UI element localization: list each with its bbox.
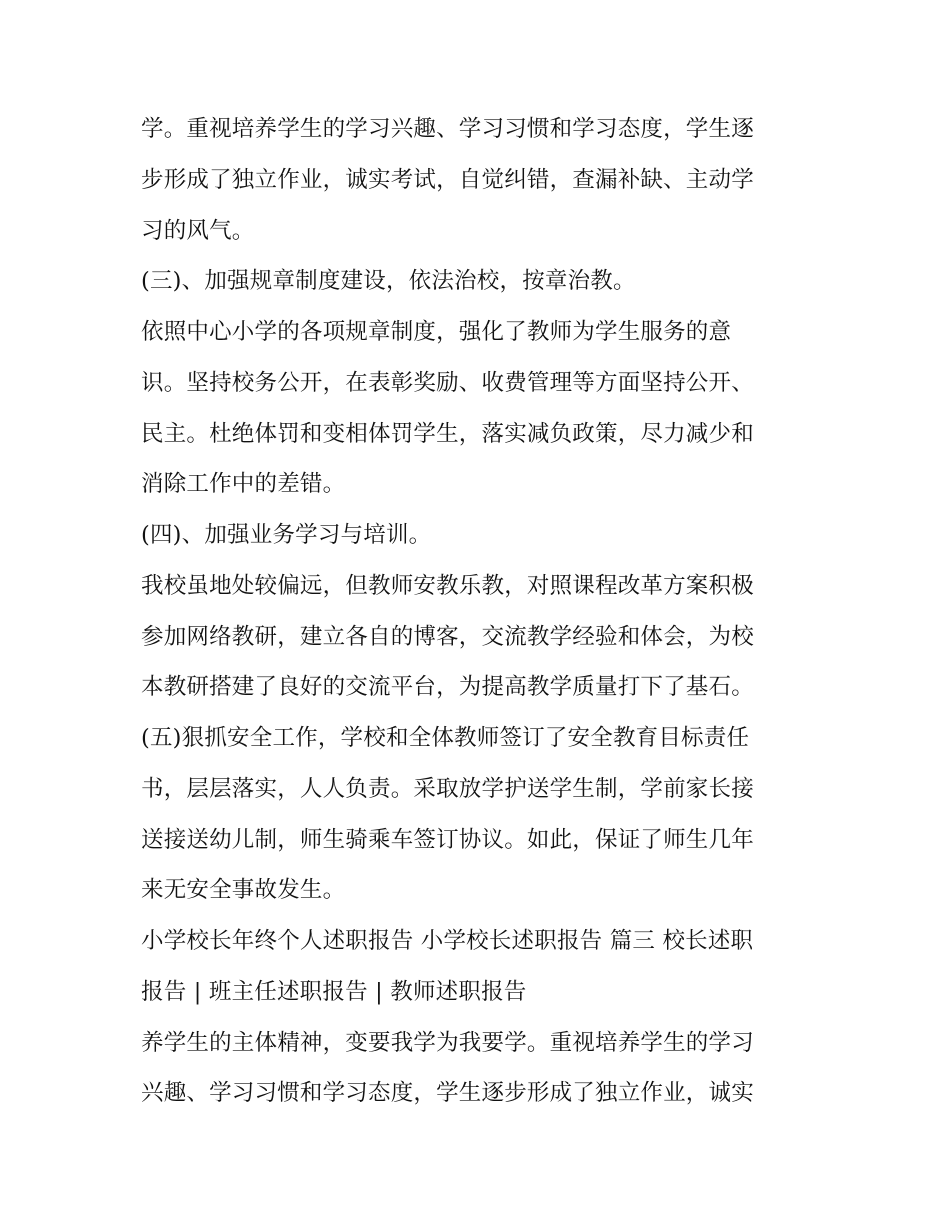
text-line: 步形成了独立作业，诚实考试，自觉纠错，查漏补缺、主动学	[141, 167, 754, 193]
text-line: 兴趣、学习习惯和学习态度，学生逐步形成了独立作业，诚实	[141, 1080, 754, 1106]
report-title-line: 小学校长年终个人述职报告 小学校长述职报告 篇三 校长述职	[141, 928, 754, 954]
section-heading-5: (五)狠抓安全工作，学校和全体教师签订了安全教育目标责任	[141, 725, 750, 751]
text-line: 送接送幼儿制，师生骑乘车签订协议。如此，保证了师生几年	[141, 827, 754, 853]
text-line: 学。重视培养学生的学习兴趣、学习习惯和学习态度，学生逐	[141, 116, 754, 142]
text-line: 习的风气。	[141, 218, 255, 244]
text-line: 消除工作中的差错。	[141, 471, 346, 497]
text-line: 本教研搭建了良好的交流平台，为提高教学质量打下了基石。	[141, 674, 754, 700]
text-line: 识。坚持校务公开，在表彰奖励、收费管理等方面坚持公开、	[141, 370, 754, 396]
text-line: 参加网络教研，建立各自的博客，交流教学经验和体会，为校	[141, 624, 754, 650]
text-line: 依照中心小学的各项规章制度，强化了教师为学生服务的意	[141, 319, 732, 345]
text-line: 来无安全事故发生。	[141, 877, 346, 903]
text-line: 书，层层落实，人人负责。采取放学护送学生制，学前家长接	[141, 776, 754, 802]
text-line: 民主。杜绝体罚和变相体罚学生，落实减负政策，尽力减少和	[141, 421, 754, 447]
section-heading-3: (三)、加强规章制度建设，依法治校，按章治教。	[141, 268, 636, 294]
text-line: 养学生的主体精神，变要我学为我要学。重视培养学生的学习	[141, 1030, 754, 1056]
report-title-line: 报告 | 班主任述职报告 | 教师述职报告	[141, 979, 527, 1005]
section-heading-4: (四)、加强业务学习与培训。	[141, 522, 432, 548]
text-line: 我校虽地处较偏远，但教师安教乐教，对照课程改革方案积极	[141, 573, 754, 599]
